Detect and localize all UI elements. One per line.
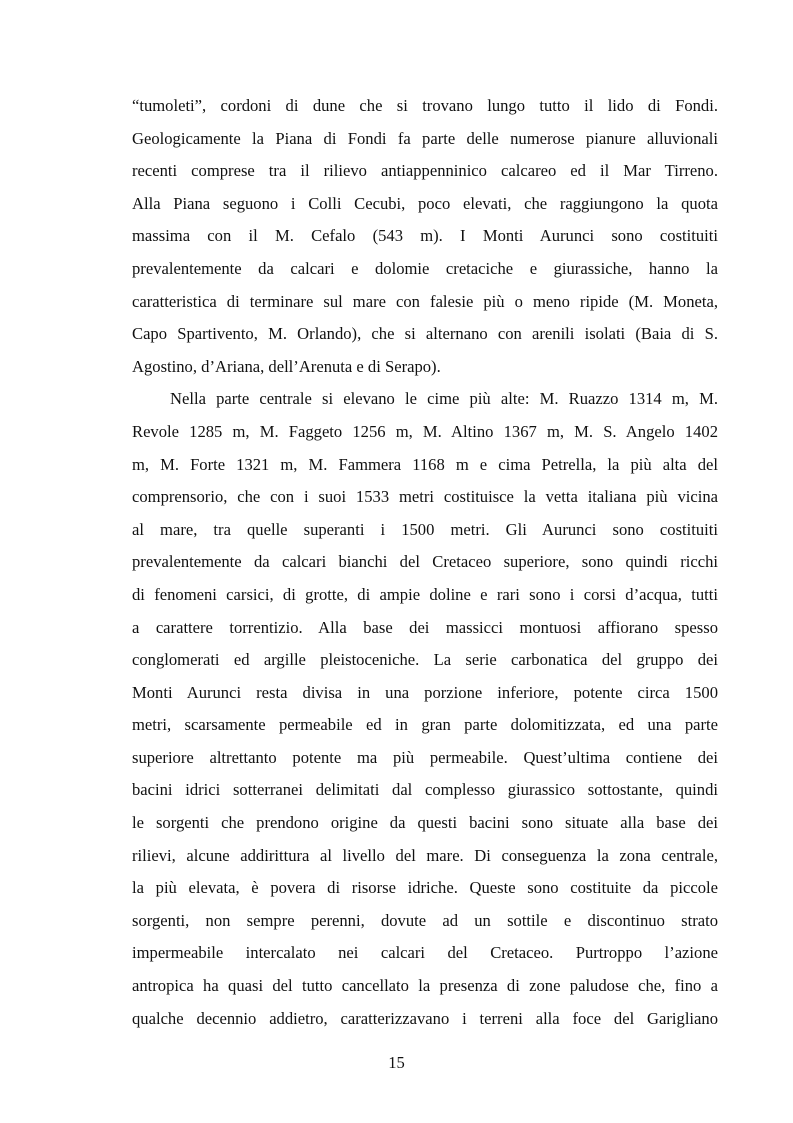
- text-line: a carattere torrentizio. Alla base dei massicci montuosi affiorano spesso: [132, 617, 718, 637]
- body-text: [132, 90, 718, 1035]
- text-line: caratteristica di terminare sul mare con falesie più o meno ripide (M. Moneta,: [132, 291, 718, 311]
- text-line: metri, scarsamente permeabile ed in gran parte dolomitizzata, ed una parte: [132, 715, 718, 735]
- text-line: al mare, tra quelle superanti i 1500 metri. Gli Aurunci sono costituiti: [132, 519, 718, 539]
- text-line: prevalentemente da calcari e dolomie cretaciche e giurassiche, hanno la: [132, 258, 718, 278]
- text-line: rilievi, alcune addirittura al livello del mare. Di conseguenza la zona centrale,: [132, 845, 718, 865]
- text-line: conglomerati ed argille pleistoceniche. La serie carbonatica del gruppo dei: [132, 650, 718, 670]
- text-line: antropica ha quasi del tutto cancellato la presenza di zone paludose che, fino a: [132, 976, 718, 996]
- text-line: superiore altrettanto potente ma più permeabile. Quest’ultima contiene dei: [132, 747, 718, 767]
- page-number: 15: [388, 1053, 405, 1072]
- text-line: recenti comprese tra il rilievo antiappenninico calcareo ed il Mar Tirreno.: [132, 161, 718, 181]
- text-line: bacini idrici sotterranei delimitati dal complesso giurassico sottostante, quindi: [132, 780, 718, 800]
- text-line: le sorgenti che prendono origine da questi bacini sono situate alla base dei: [132, 813, 718, 833]
- text-line: Agostino, d’Ariana, dell’Arenuta e di Serapo).: [132, 356, 441, 376]
- text-line: massima con il M. Cefalo (543 m). I Monti Aurunci sono costituiti: [132, 226, 718, 246]
- text-line: Alla Piana seguono i Colli Cecubi, poco elevati, che raggiungono la quota: [132, 193, 718, 213]
- text-line: prevalentemente da calcari bianchi del Cretaceo superiore, sono quindi ricchi: [132, 552, 718, 572]
- text-line: Monti Aurunci resta divisa in una porzione inferiore, potente circa 1500: [132, 682, 718, 702]
- text-line: m, M. Forte 1321 m, M. Fammera 1168 m e cima Petrella, la più alta del: [132, 454, 718, 474]
- text-line: “tumoleti”, cordoni di dune che si trovano lungo tutto il lido di Fondi.: [132, 96, 718, 115]
- text-line: qualche decennio addietro, caratterizzavano i terreni alla foce del Garigliano: [132, 1008, 718, 1028]
- text-line: impermeabile intercalato nei calcari del Cretaceo. Purtroppo l’azione: [132, 943, 718, 963]
- paragraph: [132, 383, 718, 1035]
- paragraph: [132, 90, 718, 383]
- text-line: di fenomeni carsici, di grotte, di ampie doline e rari sono i corsi d’acqua, tutti: [132, 584, 718, 604]
- text-line: la più elevata, è povera di risorse idriche. Queste sono costituite da piccole: [132, 878, 718, 898]
- text-line: Geologicamente la Piana di Fondi fa parte delle numerose pianure alluvionali: [132, 128, 718, 148]
- text-line: sorgenti, non sempre perenni, dovute ad un sottile e discontinuo strato: [132, 910, 718, 930]
- text-line: Nella parte centrale si elevano le cime più alte: M. Ruazzo 1314 m, M.: [170, 389, 718, 409]
- text-line: Capo Spartivento, M. Orlando), che si alternano con arenili isolati (Baia di S.: [132, 324, 718, 344]
- text-line: comprensorio, che con i suoi 1533 metri costituisce la vetta italiana più vicina: [132, 487, 718, 507]
- text-line: Revole 1285 m, M. Faggeto 1256 m, M. Altino 1367 m, M. S. Angelo 1402: [132, 421, 718, 441]
